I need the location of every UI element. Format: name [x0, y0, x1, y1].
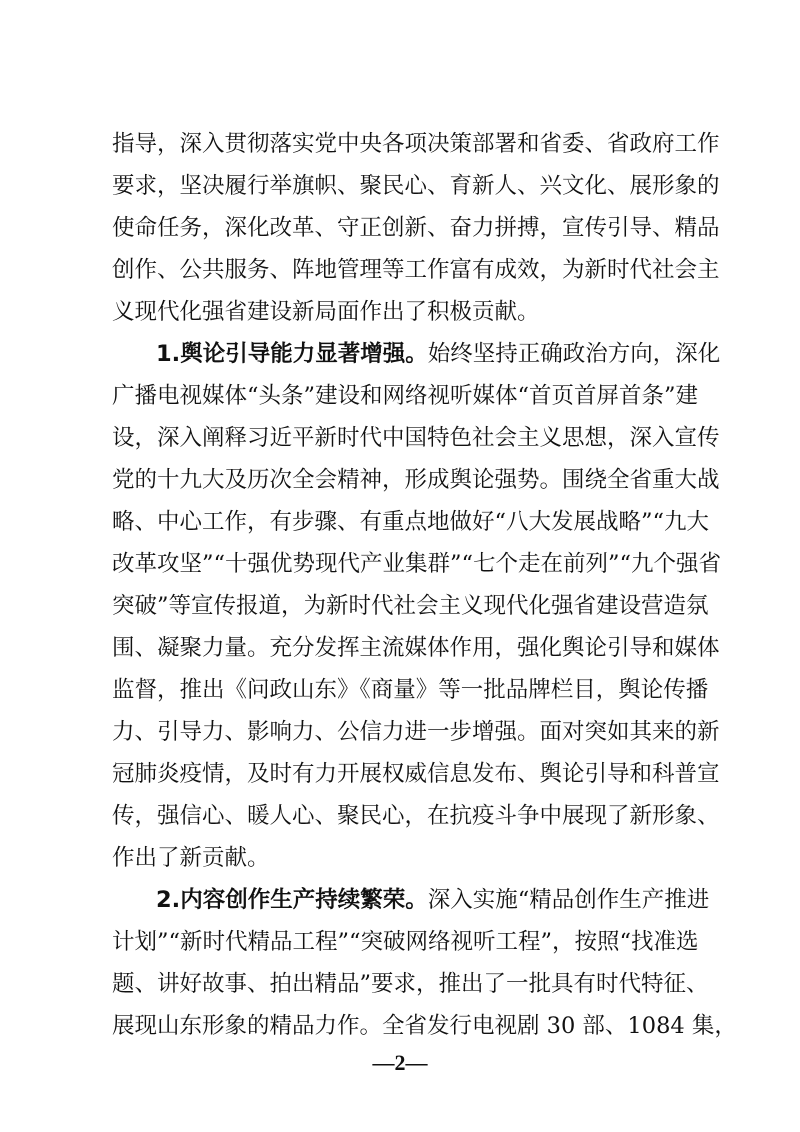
text-line: 创作、公共服务、阵地管理等工作富有成效，为新时代社会主 [112, 257, 720, 283]
text-line: 党的十九大及历次全会精神，形成舆论强势。围绕全省重大战 [112, 467, 720, 493]
text-line: 围、凝聚力量。充分发挥主流媒体作用，强化舆论引导和媒体 [112, 635, 720, 661]
section-heading: 1.舆论引导能力显著增强。 [156, 341, 428, 367]
text-line: 设，深入阐释习近平新时代中国特色社会主义思想，深入宣传 [112, 425, 720, 451]
text-line: 传，强信心、暖人心、聚民心，在抗疫斗争中展现了新形象、 [112, 803, 720, 829]
text-line: 题、讲好故事、拍出精品”要求，推出了一批具有时代特征、 [112, 971, 709, 997]
text-line: 作出了新贡献。 [112, 845, 270, 871]
text-line: 广播电视媒体“头条”建设和网络视听媒体“首页首屏首条”建 [112, 383, 699, 409]
text-line [156, 880, 710, 920]
text-line: 改革攻坚”“十强优势现代产业集群”“七个走在前列”“九个强省 [112, 551, 722, 577]
section-heading: 2.内容创作生产持续繁荣。 [156, 887, 428, 913]
text-line: 力、引导力、影响力、公信力进一步增强。面对突如其来的新 [112, 719, 720, 745]
text-line: 指导，深入贯彻落实党中央各项决策部署和省委、省政府工作 [112, 131, 720, 157]
text-line: 计划”“新时代精品工程”“突破网络视听工程”，按照“找准选 [112, 929, 699, 955]
page-number: —2— [372, 1050, 428, 1075]
text-span: 深入实施“精品创作生产推进 [427, 887, 710, 913]
text-line: 冠肺炎疫情，及时有力开展权威信息发布、舆论引导和科普宣 [112, 761, 720, 787]
text-span: 始终坚持正确政治方向，深化 [427, 341, 721, 367]
text-line [156, 334, 721, 374]
text-line: 使命任务，深化改革、守正创新、奋力拼搏，宣传引导、精品 [112, 215, 720, 241]
text-line: 义现代化强省建设新局面作出了积极贡献。 [112, 299, 540, 325]
text-line: 略、中心工作，有步骤、有重点地做好“八大发展战略”“九大 [112, 509, 710, 535]
text-line: 要求，坚决履行举旗帜、聚民心、育新人、兴文化、展形象的 [112, 173, 720, 199]
text-line: 突破”等宣传报道，为新时代社会主义现代化强省建设营造氛 [112, 593, 709, 619]
text-line: 展现山东形象的精品力作。全省发行电视剧 30 部、1084 集， [112, 1013, 737, 1039]
text-line: 监督，推出《问政山东》《商量》等一批品牌栏目，舆论传播 [112, 677, 709, 703]
